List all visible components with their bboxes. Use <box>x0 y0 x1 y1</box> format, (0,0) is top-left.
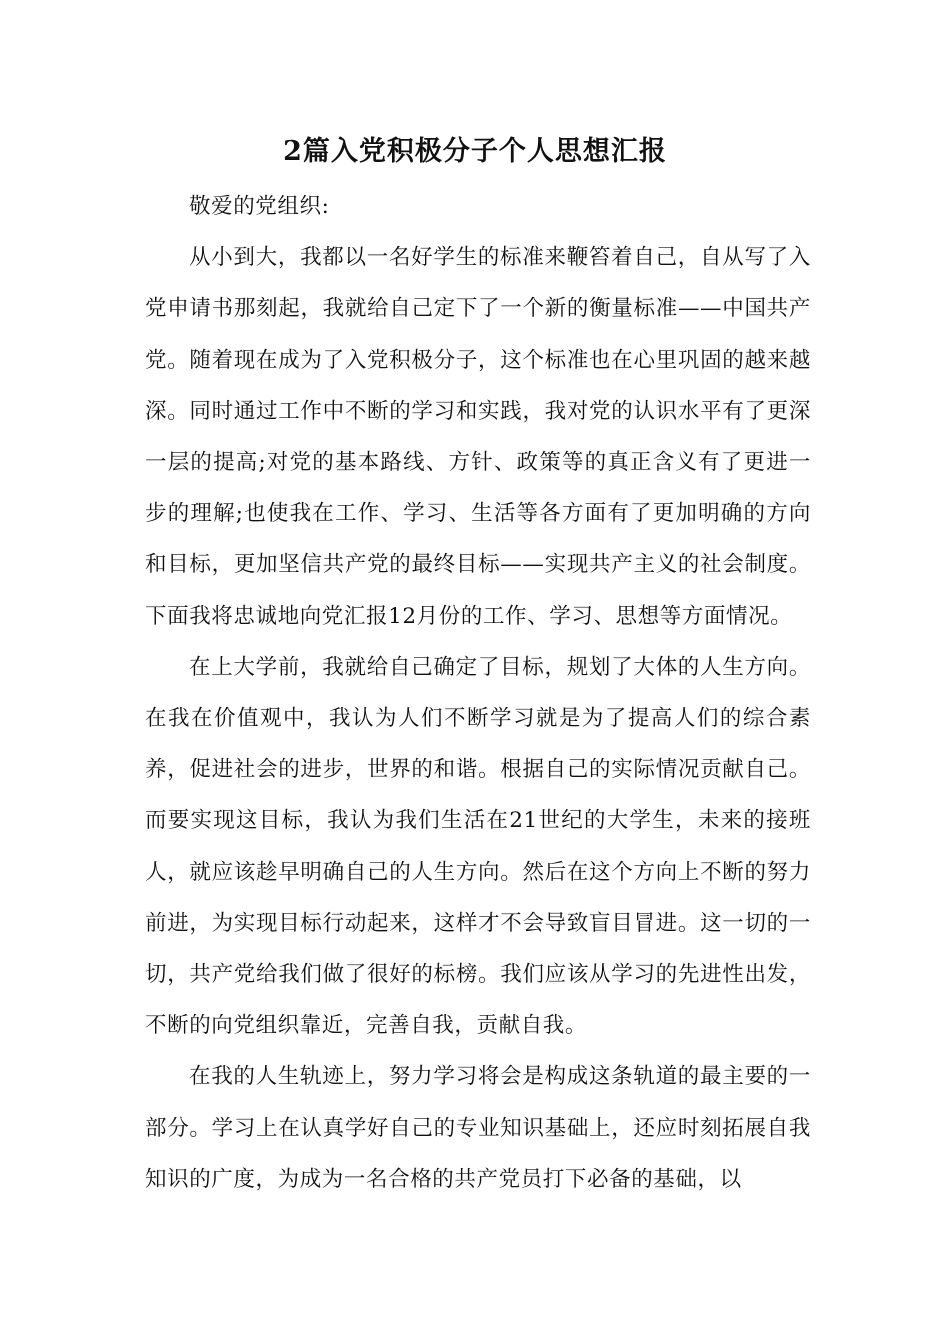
document-body <box>145 181 811 1205</box>
paragraph-2: 在上大学前，我就给自己确定了目标，规划了大体的人生方向。在我在价值观中，我认为人们不断学习就是为了提高人们的综合素养，促进社会的进步，世界的和谐。根据自己的实际情况贡献自己。而要实现这目标，我认为我们生活在21世纪的大学生，未来的接班人，就应该趁早明确自己的人生方向。然后在这个方向上不断的努力前进，为实现目标行动起来，这样才不会导致盲目冒进。这一切的一切，共产党给我们做了很好的标榜。我们应该从学习的先进性出发，不断的向党组织靠近，完善自我，贡献自我。 <box>145 654 811 1039</box>
salutation: 敬爱的党组织: <box>189 194 330 219</box>
paragraph-1: 从小到大，我都以一名好学生的标准来鞭笞着自己，自从写了入党申请书那刻起，我就给自己定下了一个新的衡量标准——中国共产党。随着现在成为了入党积极分子，这个标准也在心里巩固的越来越深。同时通过工作中不断的学习和实践，我对党的认识水平有了更深一层的提高;对党的基本路线、方针、政策等的真正含义有了更进一步的理解;也使我在工作、学习、生活等各方面有了更加明确的方向和目标，更加坚信共产党的最终目标——实现共产主义的社会制度。下面我将忠诚地向党汇报12月份的工作、学习、思想等方面情况。 <box>145 245 811 629</box>
paragraph-3: 在我的人生轨迹上，努力学习将会是构成这条轨道的最主要的一部分。学习上在认真学好自己的专业知识基础上，还应时刻拓展自我知识的广度，为成为一名合格的共产党员打下必备的基础，以 <box>145 1064 811 1192</box>
document-title: 2篇入党积极分子个人思想汇报 <box>283 136 667 167</box>
